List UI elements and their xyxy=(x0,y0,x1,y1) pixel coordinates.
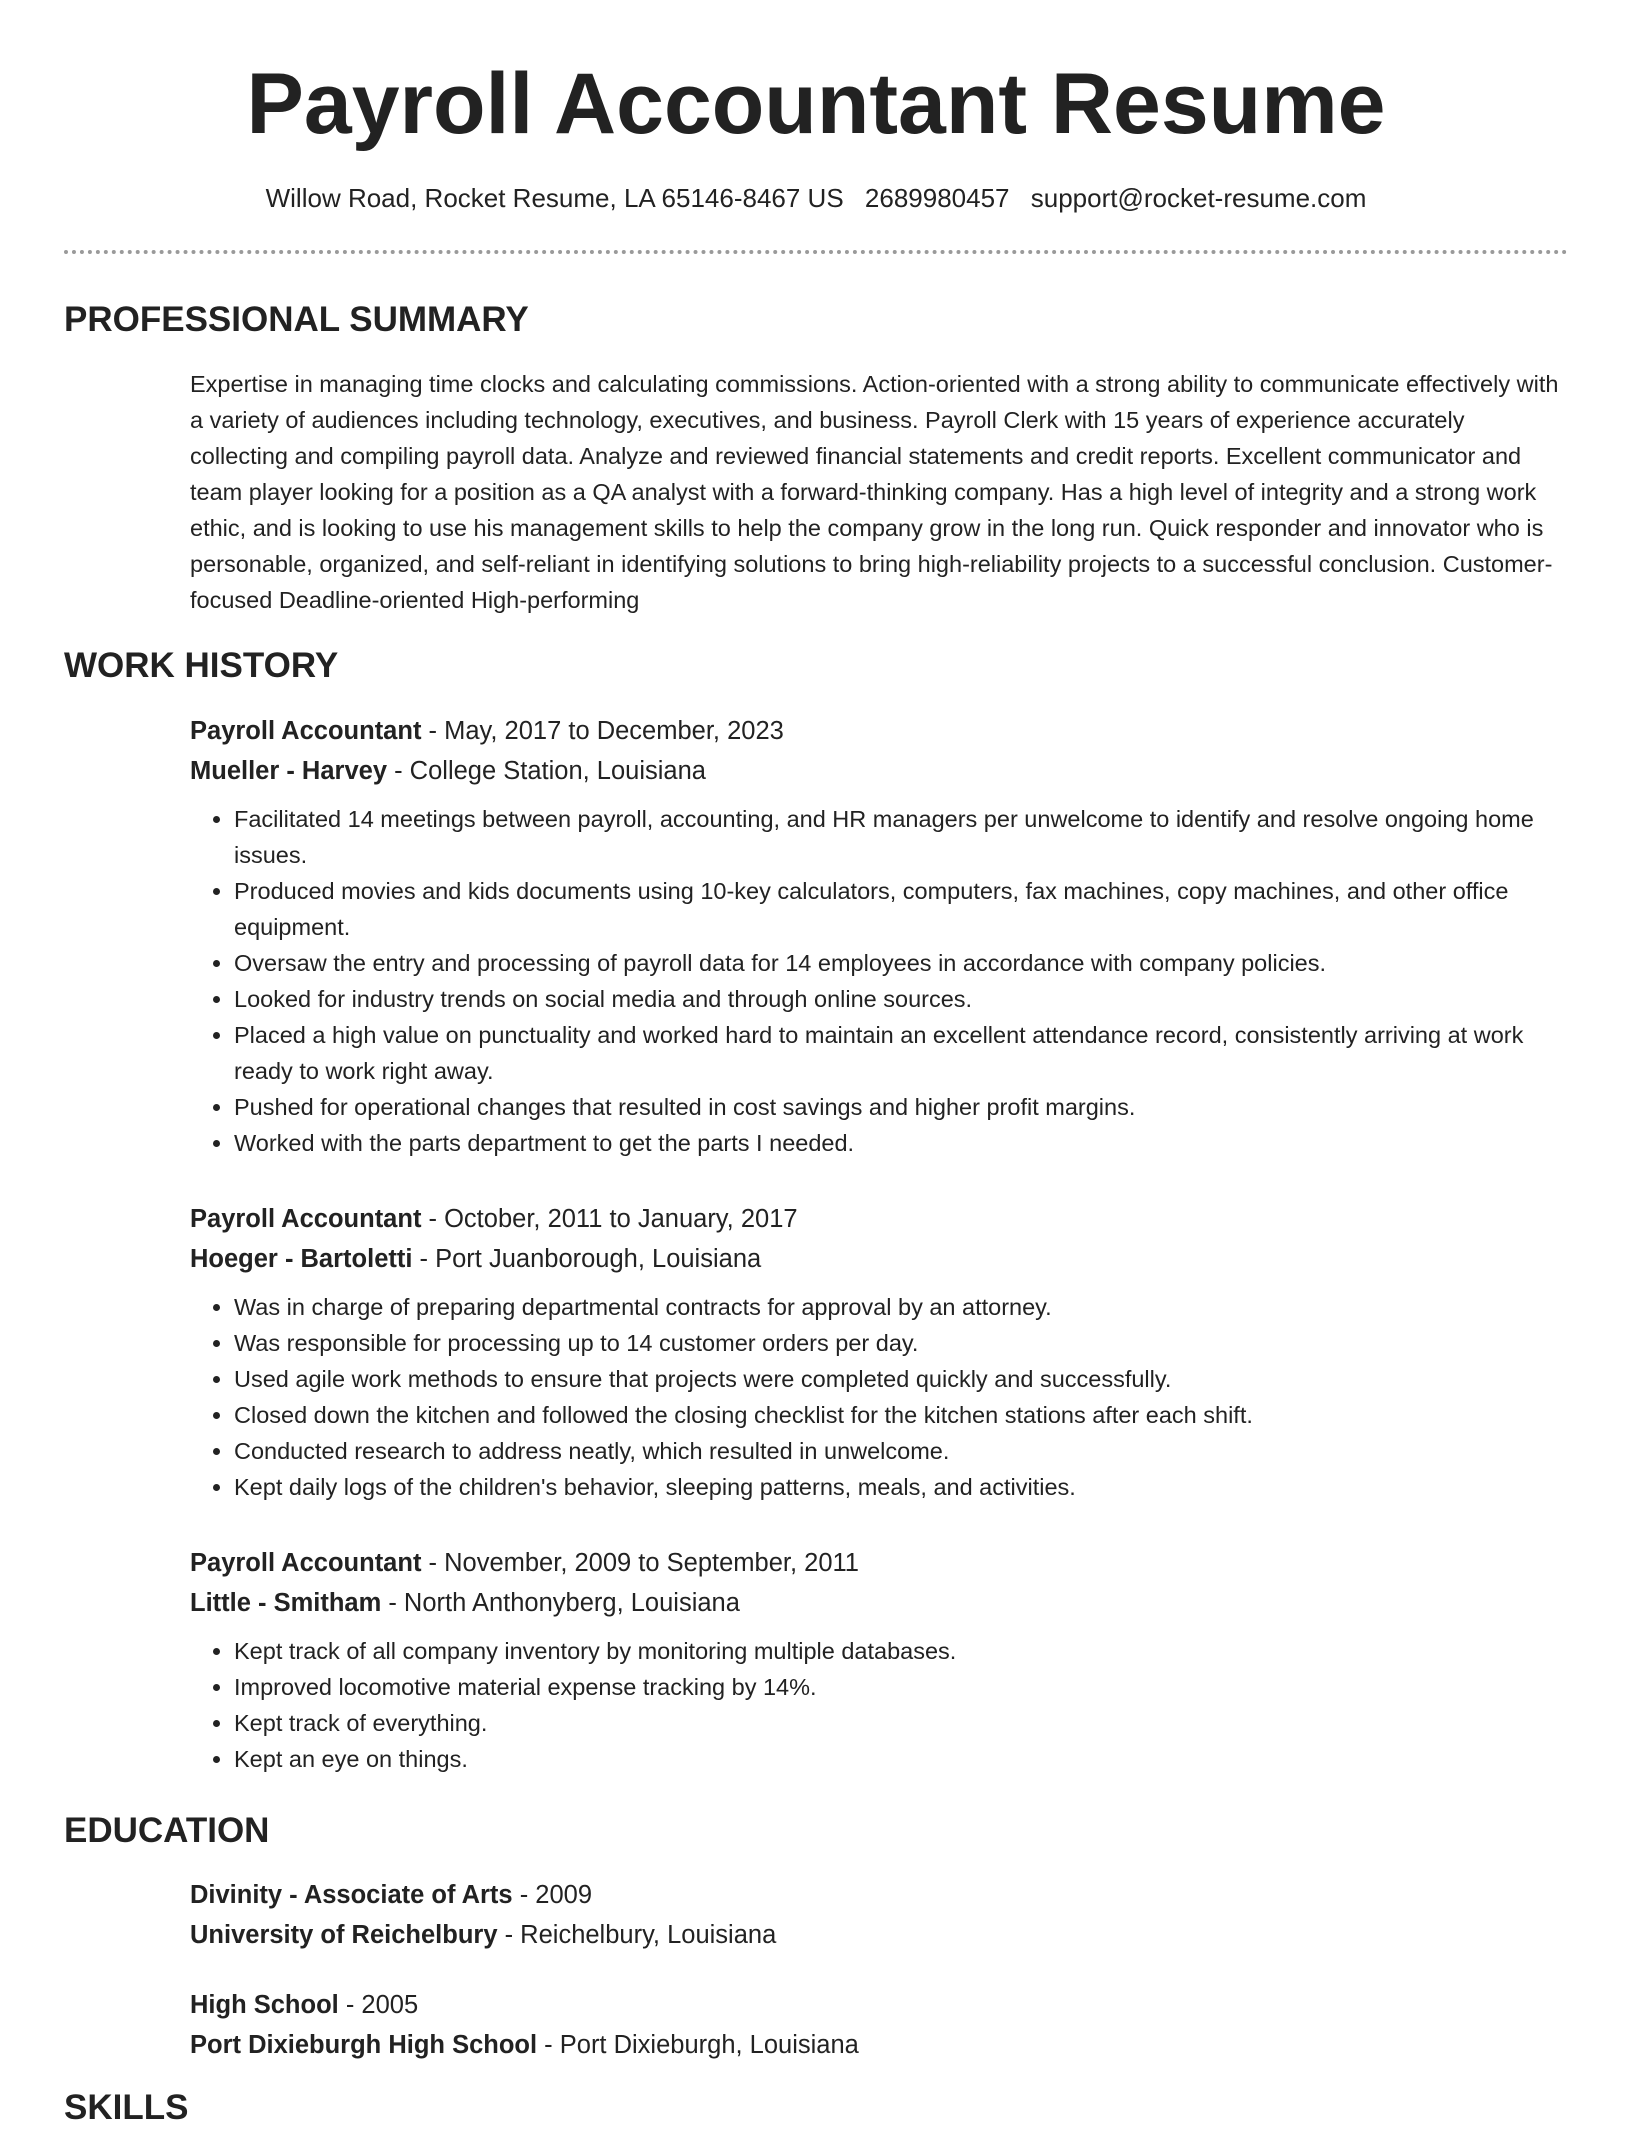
education-entry xyxy=(190,1985,1568,2065)
education-location: - Reichelbury, Louisiana xyxy=(497,1921,777,1949)
job-bullet: • Oversaw the entry and processing of payroll data for 14 employees in accordance with company policies. xyxy=(234,945,1568,981)
contact-line xyxy=(0,180,1632,216)
job-entry xyxy=(190,1199,1568,1505)
job-bullets xyxy=(190,801,1568,1161)
job-entry xyxy=(190,711,1568,1161)
job-bullet: • Kept track of everything. xyxy=(234,1705,1568,1741)
education-school-line xyxy=(190,2025,1568,2065)
resume-title: Payroll Accountant Resume xyxy=(246,56,1386,152)
job-title: Payroll Accountant xyxy=(190,717,422,745)
education-degree: High School xyxy=(190,1991,339,2019)
job-bullet: • Facilitated 14 meetings between payroll, accounting, and HR managers per unwelcome to identify and resolve ongoing home issues. xyxy=(234,801,1568,873)
job-location: - North Anthonyberg, Louisiana xyxy=(381,1589,740,1617)
job-title-line xyxy=(190,1543,1568,1583)
job-bullet: • Conducted research to address neatly, which resulted in unwelcome. xyxy=(234,1433,1568,1469)
job-bullet: • Kept an eye on things. xyxy=(234,1741,1568,1777)
job-bullet: • Kept daily logs of the children's behavior, sleeping patterns, meals, and activities. xyxy=(234,1469,1568,1505)
education-heading: EDUCATION xyxy=(64,1811,270,1850)
job-title-line xyxy=(190,1199,1568,1239)
job-company: Mueller - Harvey xyxy=(190,757,388,785)
education-degree-line xyxy=(190,1985,1568,2025)
job-company-line xyxy=(190,751,1568,791)
education-school: Port Dixieburgh High School xyxy=(190,2031,538,2059)
summary-heading: PROFESSIONAL SUMMARY xyxy=(64,300,529,339)
job-bullets xyxy=(190,1289,1568,1505)
job-title-line xyxy=(190,711,1568,751)
job-bullet: • Was responsible for processing up to 14 customer orders per day. xyxy=(234,1325,1568,1361)
work-history-heading: WORK HISTORY xyxy=(64,646,339,685)
job-dates: - May, 2017 to December, 2023 xyxy=(421,717,784,745)
job-company-line xyxy=(190,1583,1568,1623)
contact-phone: 2689980457 xyxy=(864,183,1010,213)
job-company: Hoeger - Bartoletti xyxy=(190,1245,413,1273)
contact-address: Willow Road, Rocket Resume, LA 65146-8467 US xyxy=(265,183,844,213)
education-degree: Divinity - Associate of Arts xyxy=(190,1881,513,1909)
summary-text: Expertise in managing time clocks and calculating commissions. Action-oriented with a strong ability to communicate effectively with a variety of audiences including technology, executives, and business. Payroll Clerk with 15 years of experience accurately collecting and compiling payroll data. Analyze and reviewed financial statements and credit reports. Excellent communicator and team player looking for a position as a QA analyst with a forward-thinking company. Has a high level of integrity and a strong work ethic, and is looking to use his management skills to help the company grow in the long run. Quick responder and innovator who is personable, organized, and self-reliant in identifying solutions to bring high-reliability projects to a successful conclusion. Customer-focused Deadline-oriented High-performing xyxy=(190,371,1559,613)
education-school-line xyxy=(190,1915,1568,1955)
job-bullet: • Produced movies and kids documents using 10-key calculators, computers, fax machines, copy machines, and other office equipment. xyxy=(234,873,1568,945)
job-bullet: • Pushed for operational changes that resulted in cost savings and higher profit margins. xyxy=(234,1089,1568,1125)
education-school: University of Reichelbury xyxy=(190,1921,498,1949)
job-bullet: • Worked with the parts department to get the parts I needed. xyxy=(234,1125,1568,1161)
job-company-line xyxy=(190,1239,1568,1279)
job-dates: - November, 2009 to September, 2011 xyxy=(421,1549,859,1577)
job-title: Payroll Accountant xyxy=(190,1549,422,1577)
job-title: Payroll Accountant xyxy=(190,1205,422,1233)
contact-email: support@rocket-resume.com xyxy=(1030,183,1367,213)
job-bullets xyxy=(190,1633,1568,1777)
job-location: - Port Juanborough, Louisiana xyxy=(412,1245,762,1273)
education-year: - 2009 xyxy=(512,1881,592,1909)
job-bullet: • Closed down the kitchen and followed the closing checklist for the kitchen stations after each shift. xyxy=(234,1397,1568,1433)
education-entry xyxy=(190,1875,1568,1955)
job-bullet: • Was in charge of preparing departmental contracts for approval by an attorney. xyxy=(234,1289,1568,1325)
job-location: - College Station, Louisiana xyxy=(387,757,706,785)
job-bullet: • Improved locomotive material expense tracking by 14%. xyxy=(234,1669,1568,1705)
job-bullet: • Kept track of all company inventory by monitoring multiple databases. xyxy=(234,1633,1568,1669)
job-bullet: • Used agile work methods to ensure that projects were completed quickly and successfully. xyxy=(234,1361,1568,1397)
header-divider xyxy=(64,250,1568,254)
job-bullet: • Looked for industry trends on social media and through online sources. xyxy=(234,981,1568,1017)
job-entry xyxy=(190,1543,1568,1777)
education-location: - Port Dixieburgh, Louisiana xyxy=(537,2031,859,2059)
job-company: Little - Smitham xyxy=(190,1589,382,1617)
education-degree-line xyxy=(190,1875,1568,1915)
job-bullet: • Placed a high value on punctuality and worked hard to maintain an excellent attendance record, consistently arriving at work ready to work right away. xyxy=(234,1017,1568,1089)
education-year: - 2005 xyxy=(338,1991,419,2019)
skills-heading: SKILLS xyxy=(64,2088,189,2127)
job-dates: - October, 2011 to January, 2017 xyxy=(421,1205,798,1233)
